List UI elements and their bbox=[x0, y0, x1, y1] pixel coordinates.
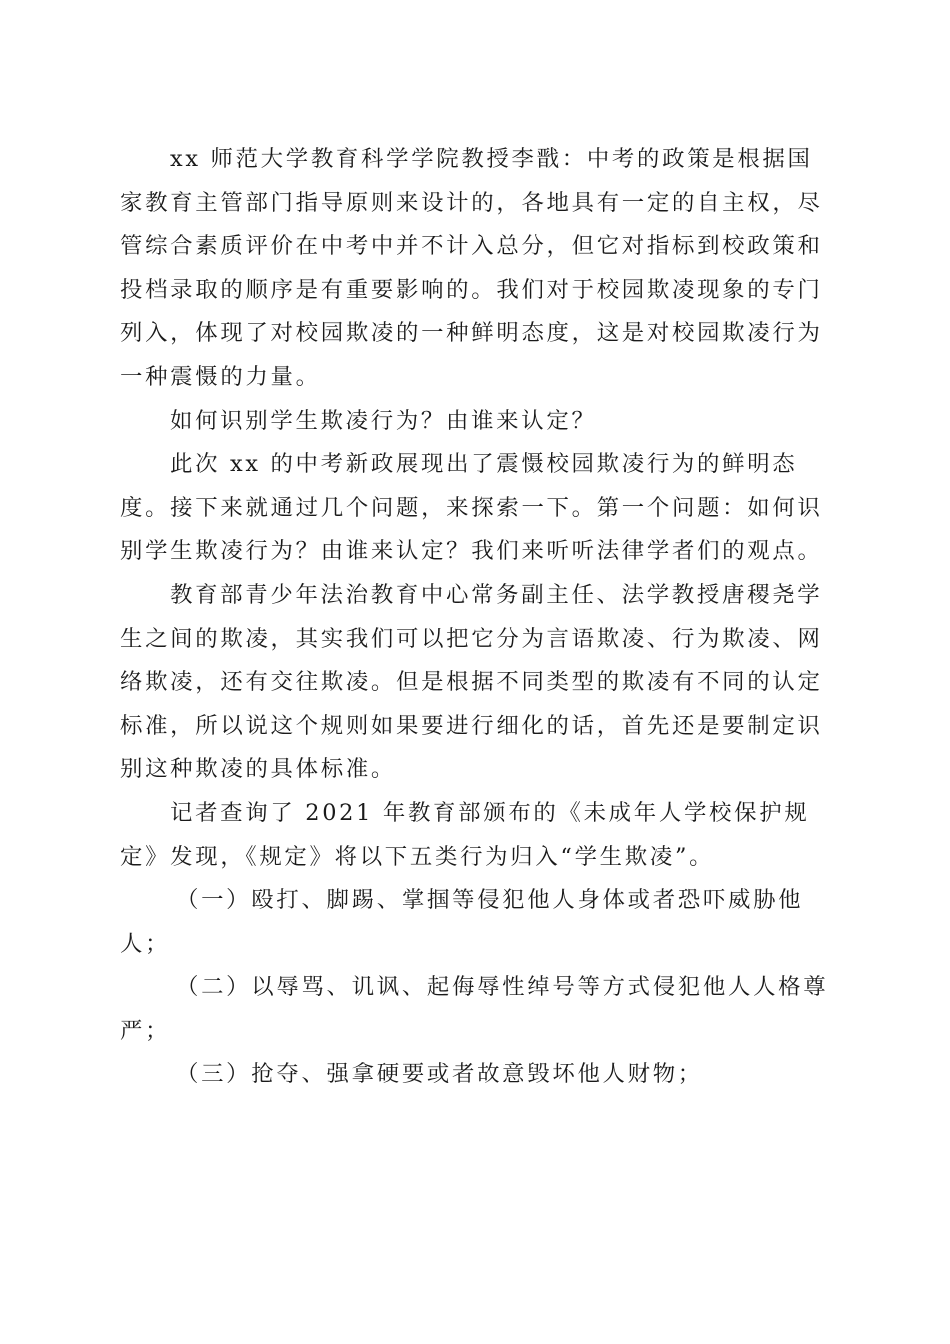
document-page bbox=[120, 138, 830, 1097]
paragraph-regulation-intro: 记者查询了 2021 年教育部颁布的《未成年人学校保护规定》发现，《规定》将以下五类行为归入“学生欺凌”。 bbox=[120, 799, 810, 870]
list-item-3: （三）抢夺、强拿硬要或者故意毁坏他人财物； bbox=[176, 1061, 703, 1088]
paragraph-new-policy: 此次 xx 的中考新政展现出了震慑校园欺凌行为的鲜明态度。接下来就通过几个问题，来探索一下。第一个问题：如何识别学生欺凌行为？由谁来认定？我们来听听法律学者们的观点。 bbox=[120, 451, 823, 565]
paragraph-professor-li-statement: xx 师范大学教育科学学院教授李戬：中考的政策是根据国家教育主管部门指导原则来设计的，各地具有一定的自主权，尽管综合素质评价在中考中并不计入总分，但它对指标到校政策和投档录取的顺序是有重要影响的。我们对于校园欺凌现象的专门列入，体现了对校园欺凌的一种鲜明态度，这是对校园欺凌行为一种震慑的力量。 bbox=[120, 146, 823, 390]
paragraph-professor-tang-statement: 教育部青少年法治教育中心常务副主任、法学教授唐稷尧学生之间的欺凌，其实我们可以把它分为言语欺凌、行为欺凌、网络欺凌，还有交往欺凌。但是根据不同类型的欺凌有不同的认定标准，所以说这个规则如果要进行细化的话，首先还是要制定识别这种欺凌的具体标准。 bbox=[120, 581, 823, 783]
list-item-2: （二）以辱骂、讥讽、起侮辱性绰号等方式侵犯他人人格尊严； bbox=[120, 974, 829, 1044]
list-item-1: （一）殴打、脚踢、掌掴等侵犯他人身体或者恐吓威胁他人； bbox=[120, 887, 804, 957]
paragraph-question-heading: 如何识别学生欺凌行为？由谁来认定？ bbox=[170, 407, 597, 434]
